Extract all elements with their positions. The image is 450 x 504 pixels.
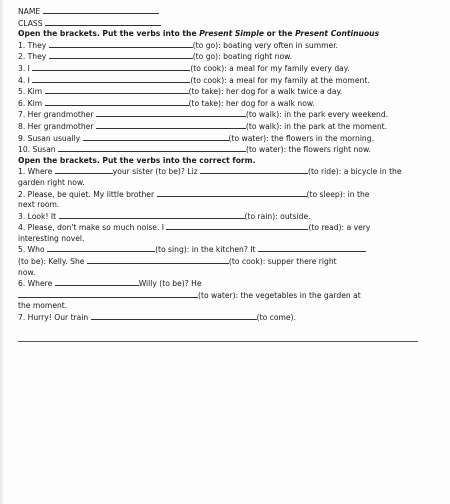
s2-q5-line3: now. xyxy=(18,267,36,277)
s1-item-1 xyxy=(18,40,436,52)
s2-q5-line1 xyxy=(18,244,436,256)
item-rest: (to go): boating right now. xyxy=(192,52,293,62)
s1-item-2 xyxy=(18,51,436,63)
section2-instruction: Open the brackets. Put the verbs into the correct form. xyxy=(18,155,256,165)
answer-blank[interactable] xyxy=(18,290,198,298)
instruction-mid: or the xyxy=(264,29,296,39)
answer-blank[interactable] xyxy=(96,109,246,117)
s2-q1-line1 xyxy=(18,166,436,178)
q4-end: (to read): a very xyxy=(308,223,371,233)
item-number: 6. xyxy=(18,98,26,108)
q7-start: 7. Hurry! Our train xyxy=(18,313,89,323)
bottom-divider xyxy=(18,341,418,342)
s2-q2-line2: next room. xyxy=(18,200,60,210)
name-label: NAME xyxy=(18,7,41,16)
answer-blank[interactable] xyxy=(55,166,113,174)
answer-blank[interactable] xyxy=(32,63,190,71)
answer-blank[interactable] xyxy=(200,166,308,174)
q2-end: (to sleep): in the xyxy=(306,189,370,199)
class-label: CLASS xyxy=(18,18,43,28)
answer-blank[interactable] xyxy=(166,222,308,230)
q5-end: (to cook): supper there right xyxy=(228,257,337,267)
instruction-prefix: Open the brackets. Put the verbs into the xyxy=(18,29,200,39)
q4-start: 4. Please, don't make so much noise. I xyxy=(18,223,165,233)
tense-present-simple: Present Simple xyxy=(199,29,265,39)
q2-start: 2. Please, be quiet. My little brother xyxy=(18,189,155,199)
s1-item-7 xyxy=(18,109,436,121)
answer-blank[interactable] xyxy=(45,98,189,106)
s2-q7 xyxy=(18,312,436,324)
s2-q6-line3: the moment. xyxy=(18,301,68,311)
s2-q6-line1 xyxy=(18,278,436,290)
q6-start: 6. Where xyxy=(18,279,53,289)
answer-blank[interactable] xyxy=(96,121,246,129)
item-rest: (to water): the flowers in the morning. xyxy=(228,133,374,143)
page-shadow xyxy=(0,0,4,504)
item-subject: They xyxy=(27,52,47,62)
s2-q5-line2 xyxy=(18,256,436,268)
item-rest: (to cook): a meal for my family every day. xyxy=(190,63,350,73)
s1-item-8 xyxy=(18,121,436,133)
tense-present-continuous: Present Continuous xyxy=(295,29,380,39)
name-blank[interactable] xyxy=(43,6,159,14)
item-rest: (to take): her dog for a walk twice a day. xyxy=(188,87,343,97)
s1-item-4 xyxy=(18,75,436,87)
name-line xyxy=(18,6,436,18)
q5-mid2: (to be): Kelly. She xyxy=(18,257,85,267)
q5-mid: (to sing): in the kitchen? It xyxy=(155,245,256,255)
answer-blank[interactable] xyxy=(47,244,155,252)
answer-blank[interactable] xyxy=(83,133,229,141)
answer-blank[interactable] xyxy=(45,86,189,94)
item-subject: They xyxy=(27,40,47,50)
section1-instruction xyxy=(18,29,436,40)
class-line xyxy=(18,18,436,30)
answer-blank[interactable] xyxy=(91,312,257,320)
item-rest: (to water): the flowers right now. xyxy=(245,145,371,155)
answer-blank[interactable] xyxy=(59,211,245,219)
answer-blank[interactable] xyxy=(157,189,307,197)
answer-blank[interactable] xyxy=(49,40,193,48)
item-number: 5. xyxy=(18,87,26,97)
s2-q4-line1 xyxy=(18,222,436,234)
item-subject: Kim xyxy=(27,87,43,97)
item-number: 7. xyxy=(18,110,26,120)
s2-q6-line2 xyxy=(18,290,436,302)
item-rest: (to go): boating very often in summer. xyxy=(192,40,339,50)
s1-item-10 xyxy=(18,144,436,156)
s2-q4-line2: interesting novel. xyxy=(18,233,85,243)
item-number: 8. xyxy=(18,121,26,131)
answer-blank[interactable] xyxy=(58,144,246,152)
answer-blank[interactable] xyxy=(258,244,366,252)
item-subject: Her grandmother xyxy=(27,110,94,120)
item-number: 1. xyxy=(18,40,26,50)
item-number: 4. xyxy=(18,75,26,85)
q6-mid: Willy (to be)? He xyxy=(138,279,202,289)
q1-end: (to ride): a bicycle in the xyxy=(308,167,402,177)
s1-item-9 xyxy=(18,133,436,145)
class-blank[interactable] xyxy=(45,18,161,26)
item-subject: I xyxy=(27,63,30,73)
item-subject: Susan xyxy=(32,145,56,155)
q6-end: (to water): the vegetables in the garden at xyxy=(198,290,361,300)
s1-item-5 xyxy=(18,86,436,98)
q3-end: (to rain): outside. xyxy=(244,211,311,221)
answer-blank[interactable] xyxy=(49,51,193,59)
item-rest: (to cook): a meal for my family at the moment. xyxy=(190,75,370,85)
item-rest: (to walk): in the park every weekend. xyxy=(245,110,389,120)
q3-start: 3. Look! It xyxy=(18,211,57,221)
q1-mid: your sister (to be)? Liz xyxy=(112,167,198,177)
q1-start: 1. Where xyxy=(18,167,53,177)
answer-blank[interactable] xyxy=(55,278,139,286)
q5-start: 5. Who xyxy=(18,245,45,255)
item-rest: (to take): her dog for a walk now. xyxy=(188,98,315,108)
item-rest: (to walk): in the park at the moment. xyxy=(245,121,388,131)
item-subject: Kim xyxy=(27,98,43,108)
item-number: 10. xyxy=(18,145,31,155)
answer-blank[interactable] xyxy=(87,256,229,264)
s2-q1-line2: garden right now. xyxy=(18,177,85,187)
s1-item-3 xyxy=(18,63,436,75)
item-subject: Susan usually xyxy=(27,133,81,143)
s2-q3 xyxy=(18,211,436,223)
s2-q2-line1 xyxy=(18,189,436,201)
item-number: 2. xyxy=(18,52,26,62)
answer-blank[interactable] xyxy=(32,75,190,83)
s1-item-6 xyxy=(18,98,436,110)
item-number: 3. xyxy=(18,63,26,73)
item-subject: Her grandmother xyxy=(27,121,94,131)
item-subject: I xyxy=(27,75,30,85)
q7-end: (to come). xyxy=(256,313,296,323)
item-number: 9. xyxy=(18,133,26,143)
